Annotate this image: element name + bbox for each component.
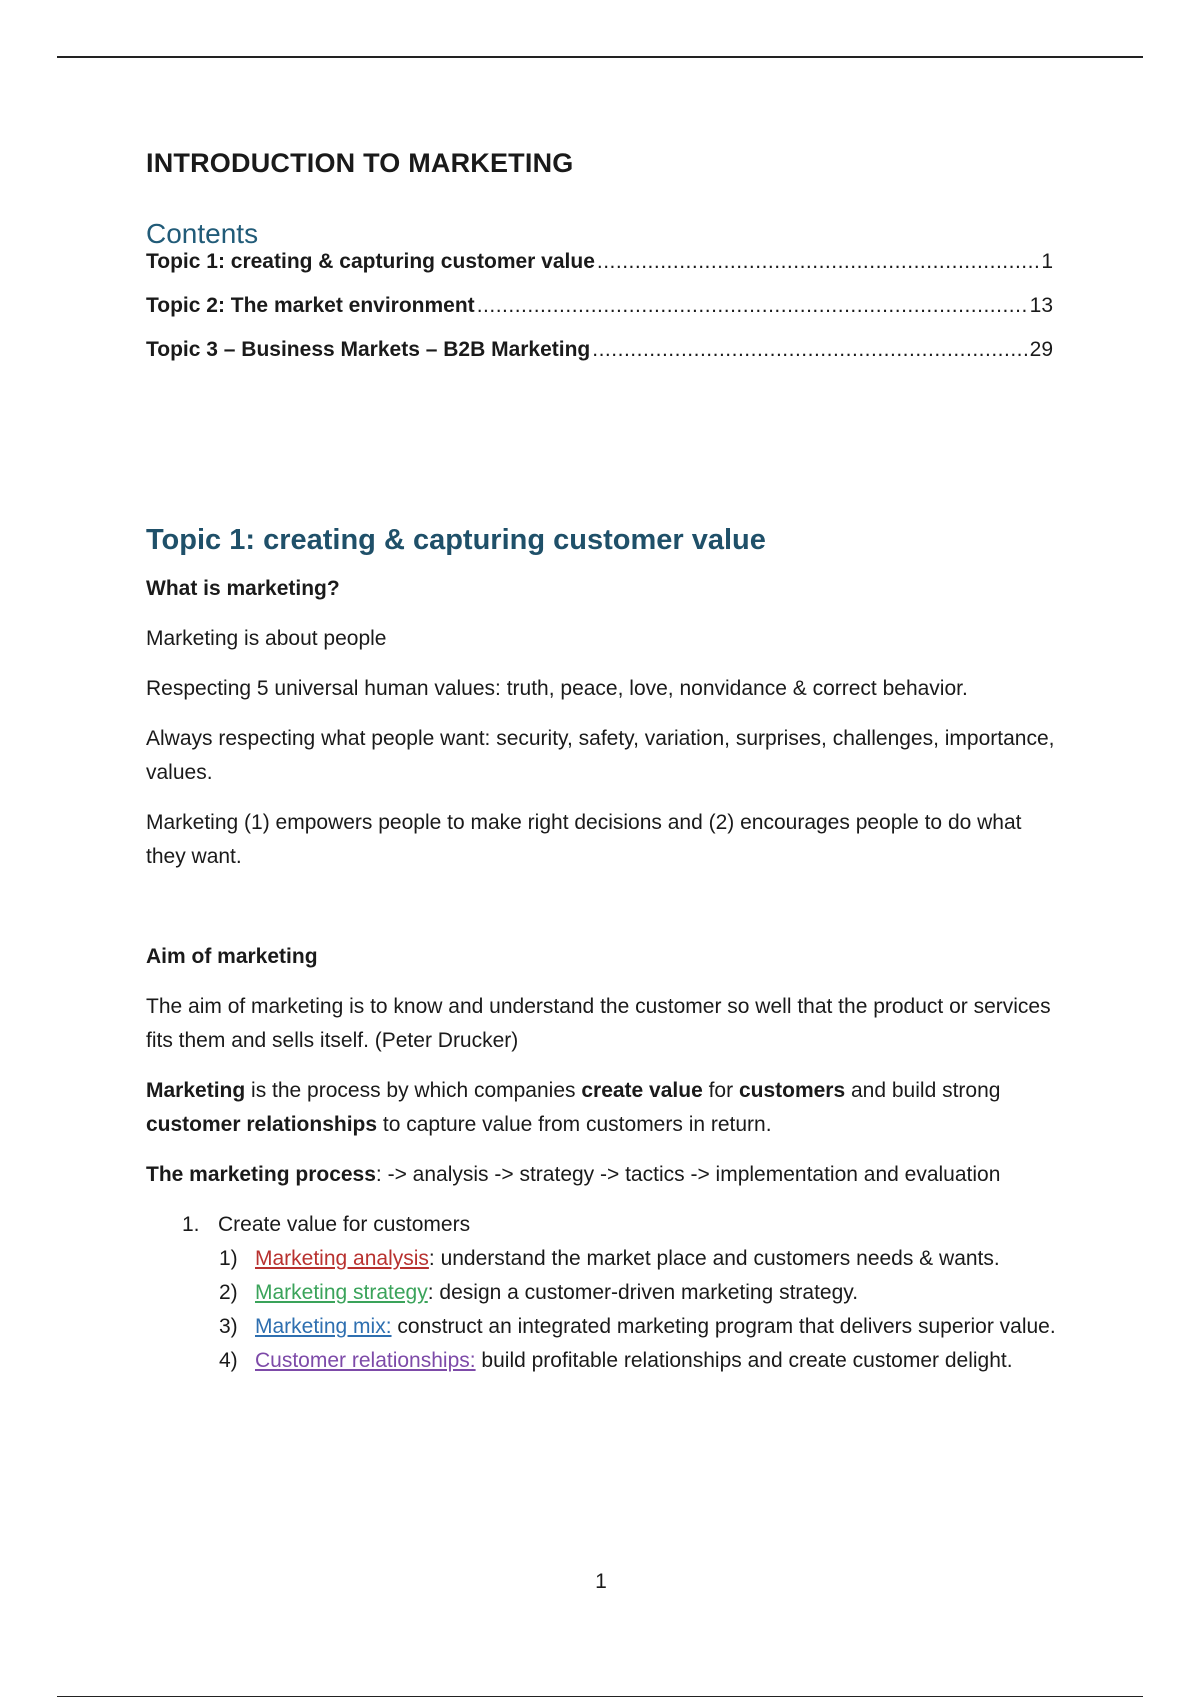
toc-entry-page[interactable]: 29 [1029, 338, 1053, 361]
toc-leader-dots [477, 294, 1028, 318]
toc-leader-dots [597, 250, 1039, 274]
sub-list-item [219, 1242, 1056, 1276]
text: construct an integrated marketing program that delivers superior value. [391, 1315, 1056, 1338]
customer-relationships-link[interactable]: Customer relationships: [255, 1349, 476, 1372]
contents-heading: Contents [146, 218, 259, 249]
sub-list-item [219, 1310, 1056, 1344]
bold-term: Marketing [146, 1079, 246, 1102]
topic-1-body [146, 572, 1056, 1378]
toc-entry[interactable] [146, 338, 1053, 382]
sub-list-item [219, 1344, 1056, 1378]
list-item [182, 1208, 1056, 1242]
marketing-definition [146, 1074, 1056, 1142]
text: : design a customer-driven marketing strategy. [427, 1281, 859, 1304]
marketing-strategy-link[interactable]: Marketing strategy [255, 1281, 428, 1304]
toc-leader-dots [592, 338, 1027, 362]
sub-list [182, 1242, 1056, 1378]
list-number: 3) [219, 1315, 238, 1338]
list-item-text [255, 1276, 858, 1310]
toc-entry-page[interactable]: 1 [1041, 250, 1053, 273]
text: and build strong [845, 1079, 1001, 1102]
paragraph: The aim of marketing is to know and understand the customer so well that the product or services fits them and sells itself. (Peter Drucker) [146, 995, 1051, 1052]
toc-entry[interactable] [146, 250, 1053, 294]
text: to capture value from customers in return. [377, 1113, 772, 1136]
toc-entry-title[interactable]: Topic 1: creating & capturing customer value [146, 250, 595, 273]
topic-1-heading: Topic 1: creating & capturing customer value [146, 524, 766, 556]
text: : understand the market place and customers needs & wants. [428, 1247, 1000, 1270]
list-item-text [255, 1242, 1000, 1276]
marketing-process [146, 1158, 1056, 1192]
text: build profitable relationships and create customer delight. [475, 1349, 1013, 1372]
text: is the process by which companies [245, 1079, 582, 1102]
paragraph: Marketing (1) empowers people to make right decisions and (2) encourages people to do what they want. [146, 811, 1022, 868]
header-rule [57, 56, 1143, 58]
doc-title: INTRODUCTION TO MARKETING [146, 148, 574, 178]
sub-list-item [219, 1276, 1056, 1310]
page-number: 1 [595, 1570, 607, 1593]
bold-term: customers [738, 1079, 846, 1102]
paragraph: Respecting 5 universal human values: truth, peace, love, nonvidance & correct behavior. [146, 677, 968, 700]
list-number: 4) [219, 1349, 238, 1372]
bold-term: The marketing process [146, 1163, 376, 1186]
marketing-analysis-link[interactable]: Marketing analysis [255, 1247, 429, 1270]
table-of-contents [146, 250, 1053, 382]
text: for [702, 1079, 739, 1102]
footer-rule [57, 1696, 1143, 1697]
toc-entry-title[interactable]: Topic 2: The market environment [146, 294, 475, 317]
list-number: 1) [219, 1247, 238, 1270]
toc-entry[interactable] [146, 294, 1053, 338]
aim-of-marketing-heading: Aim of marketing [146, 945, 318, 968]
list-number: 2) [219, 1281, 238, 1304]
numbered-list [146, 1208, 1056, 1378]
list-item-text [255, 1310, 1056, 1344]
text: : -> analysis -> strategy -> tactics -> implementation and evaluation [375, 1163, 1001, 1186]
list-number: 1. [182, 1213, 200, 1236]
toc-entry-page[interactable]: 13 [1029, 294, 1053, 317]
list-item-label: Create value for customers [218, 1213, 471, 1236]
bold-term: create value [581, 1079, 703, 1102]
paragraph: Always respecting what people want: security, safety, variation, surprises, challenges, importance, values. [146, 727, 1055, 784]
toc-entry-title[interactable]: Topic 3 – Business Markets – B2B Marketing [146, 338, 591, 361]
what-is-marketing-heading: What is marketing? [146, 577, 340, 600]
list-item-text [255, 1344, 1013, 1378]
paragraph: Marketing is about people [146, 627, 387, 650]
marketing-mix-link[interactable]: Marketing mix: [255, 1315, 392, 1338]
bold-term: customer relationships [146, 1113, 378, 1136]
